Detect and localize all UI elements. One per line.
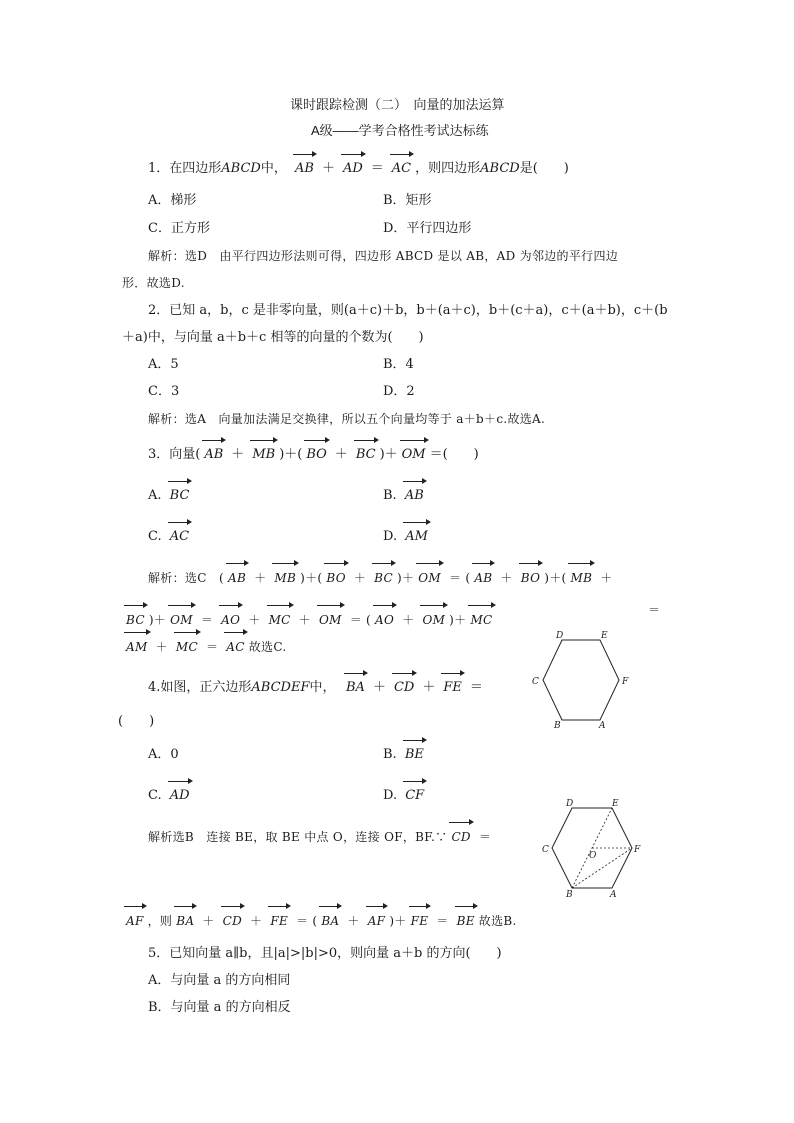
q3-option-d: D. AM [383,528,432,546]
vector-AB: AB [292,160,317,178]
question-2-line-1: 2．已知 a，b，c 是非零向量，则(a＋c)＋b，b＋(a＋c)，b＋(c＋a)，c＋(a＋b)，c＋(b [148,303,668,318]
sol-hex-label-b: B [566,890,573,900]
q3-solution-line-1: 解析：选C ( AB ＋ MB )＋( BO ＋ BC )＋ OM ＝ ( AB ＋ BO )＋( MB ＋ [148,571,613,585]
question-5: 5．已知向量 a∥b，且|a|>|b|>0，则向量 a＋b 的方向( ) [148,946,502,961]
q5-option-b: B．与向量 a 的方向相反 [148,1000,291,1015]
question-4-paren: ( ) [118,714,155,729]
q1-option-a: A．梯形 [148,193,197,208]
hex-label-a: A [599,721,606,730]
sol-hex-label-c: C [542,845,549,855]
hex-label-f: F [622,677,629,687]
page-subtitle: A级——学考合格性考试达标练 [311,123,489,138]
q3-option-a: A. BC [148,487,193,505]
q4-solution-line-1: 解析选B 连接 BE，取 BE 中点 O，连接 OF，BF.∵ CD ＝ [148,830,492,844]
q2-solution: 解析：选A 向量加法满足交换律，所以五个向量均等于 a＋b＋c.故选A. [148,412,546,426]
q1-solution-line-2: 形．故选D. [122,276,185,290]
q1-option-c: C．正方形 [148,221,210,236]
question-4: 4.如图，正六边形ABCDEF中， BA ＋ CD ＋ FE ＝ [148,680,483,695]
sol-hex-label-o: O [589,851,597,861]
q2-option-c: C．3 [148,384,180,399]
q4-option-c: C. AD [148,787,194,805]
q4-option-b: B. BE [383,746,428,764]
sol-hex-label-f: F [634,845,641,855]
q1-option-d: D．平行四边形 [383,221,472,236]
question-1: 1．在四边形ABCD中， AB ＋ AD ＝ AC ，则四边形ABCD是( ) [148,161,569,176]
q4-option-a: A．0 [148,747,179,762]
q1-solution-line-1: 解析：选D 由平行四边形法则可得，四边形 ABCD 是以 AB，AD 为邻边的平行四边 [148,249,619,263]
q3-option-b: B. AB [383,487,428,505]
q1-option-b: B．矩形 [383,193,432,208]
page-title: 课时跟踪检测（二） 向量的加法运算 [290,97,505,112]
question-3: 3．向量( AB ＋ MB )＋( BO ＋ BC )＋ OM ＝( ) [148,447,479,462]
hexagon-figure [525,628,637,730]
hex-label-c: C [532,677,539,687]
hexagon-solution-figure [538,798,650,900]
q2-option-d: D．2 [383,384,415,399]
sol-hex-label-e: E [612,799,619,809]
q2-option-a: A．5 [148,357,179,372]
question-2-line-2: ＋a)中，与向量 a＋b＋c 相等的向量的个数为( ) [122,330,424,345]
q3-option-c: C. AC [148,528,193,546]
q3-solution-line-3: AM ＋ MC ＝ AC 故选C. [122,638,287,656]
sol-hex-label-a: A [610,890,617,900]
vector-AD: AD [340,160,366,178]
q3-solution-line-2: BC )＋ OM ＝ AO ＋ MC ＋ OM ＝ ( AO ＋ OM )＋ MC [122,611,497,629]
hex-label-d: D [556,631,564,641]
hex-label-e: E [601,631,608,641]
q3-solution-eq-wrap: ＝ [648,603,661,617]
q2-option-b: B．4 [383,357,414,372]
vector-AC: AC [389,160,414,178]
hex-label-b: B [554,721,561,730]
q4-option-d: D. CF [383,787,428,805]
q5-option-a: A．与向量 a 的方向相同 [148,973,291,988]
q4-solution-line-2: AF ，则 BA ＋ CD ＋ FE ＝ ( BA ＋ AF )＋ FE ＝ BE 故选B. [122,912,517,930]
sol-hex-label-d: D [566,799,574,809]
